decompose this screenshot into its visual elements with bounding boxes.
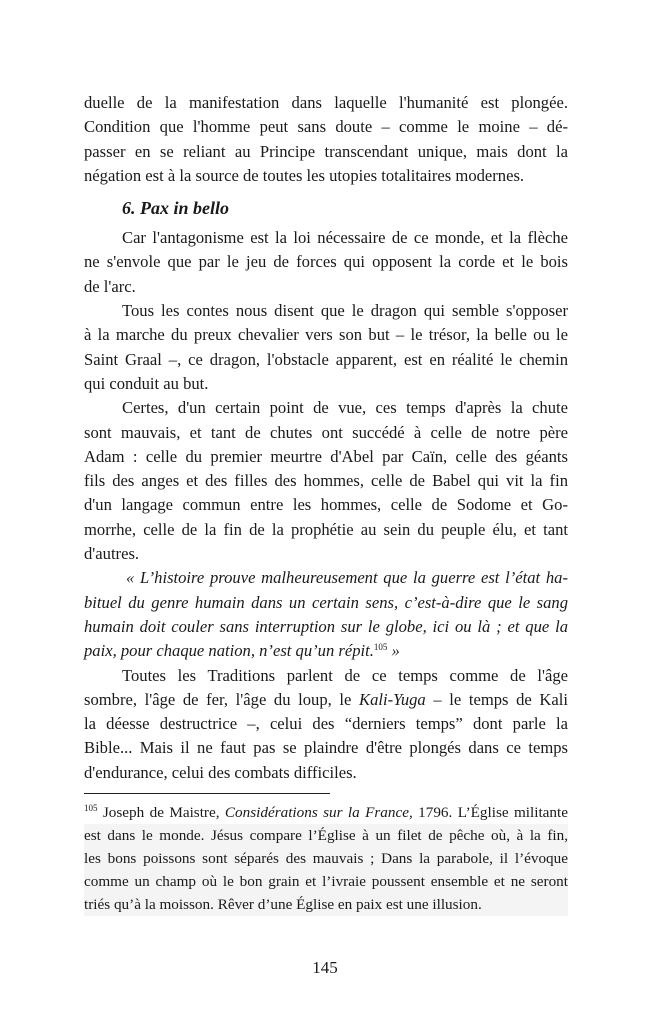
- text-segment: humain doit couler sans interruption sur le globe, ici ou là ; et que la: [84, 616, 568, 636]
- footnote-ref: 105: [84, 803, 98, 813]
- text-line: [84, 348, 568, 372]
- paragraph: [84, 226, 568, 299]
- text-line: [84, 493, 568, 517]
- text-line: [84, 542, 568, 566]
- text-line: [84, 736, 568, 760]
- text-line: [84, 615, 568, 639]
- text-segment: « L’histoire prouve malheureusement que la guerre est l’état ha-: [126, 568, 568, 588]
- footnote-line: [84, 801, 568, 824]
- text-line: [84, 226, 568, 250]
- text-segment: , 1796. L’Église militante: [408, 804, 568, 821]
- text-segment: triés qu’à la moisson. Rêver d’une Église en paix est une illusion.: [84, 896, 482, 913]
- footnote-ref: 105: [373, 642, 388, 653]
- text-line: [84, 639, 568, 663]
- text-segment: Condition que l'homme peut sans doute – comme le moine – dé-: [84, 117, 568, 137]
- text-segment: Joseph de Maistre,: [97, 804, 225, 821]
- paragraph: [84, 91, 568, 188]
- text-segment: d'un langage commun entre les hommes, celle de Sodome et Go-: [84, 495, 568, 515]
- text-line: [84, 421, 568, 445]
- paragraph: [84, 664, 568, 785]
- text-segment: Kali-Yuga: [359, 689, 426, 709]
- paragraph: [84, 396, 568, 566]
- text-line: [84, 566, 568, 590]
- text-line: [84, 250, 568, 274]
- text-line: [84, 688, 568, 712]
- footnote-line: [84, 870, 568, 893]
- text-line: [84, 140, 568, 164]
- text-line: [84, 712, 568, 736]
- text-segment: morrhe, celle de la fin de la prophétie au sein du peuple élu, et tant: [84, 519, 568, 539]
- text-segment: Considérations sur la France: [224, 804, 409, 821]
- paragraph: [84, 299, 568, 396]
- text-segment: sont mauvais, et tant de chutes ont succédé à celle de notre père: [84, 422, 568, 442]
- text-segment: ne s'envole que par le jeu de forces qui opposent la corde et le bois: [84, 252, 568, 272]
- text-segment: qui conduit au but.: [84, 373, 209, 393]
- footnote-line: [84, 893, 568, 916]
- text-segment: Adam : celle du premier meurtre d'Abel par Caïn, celle des géants: [84, 446, 568, 466]
- text-segment: Toutes les Traditions parlent de ce temps comme de l'âge: [122, 665, 568, 685]
- page-number: 145: [312, 958, 338, 977]
- text-segment: Bible... Mais il ne faut pas se plaindre d'être plongés dans ce temps: [84, 738, 568, 758]
- block-quote: [84, 566, 568, 663]
- text-segment: »: [387, 641, 400, 661]
- footnote-separator: [84, 793, 330, 794]
- text-segment: comme un champ où le bon grain et l’ivraie poussent ensemble et ne seront: [84, 873, 568, 890]
- text-line: [84, 275, 568, 299]
- text-segment: bituel du genre humain dans un certain sens, c’est-à-dire que le sang: [84, 592, 568, 612]
- text-line: [84, 469, 568, 493]
- text-segment: Saint Graal –, ce dragon, l'obstacle apparent, est en réalité le chemin: [84, 349, 568, 369]
- text-line: [84, 115, 568, 139]
- text-line: [84, 664, 568, 688]
- text-segment: d'endurance, celui des combats difficiles.: [84, 762, 357, 782]
- text-segment: Certes, d'un certain point de vue, ces temps d'après la chute: [122, 398, 568, 418]
- text-segment: à la marche du preux chevalier vers son but – le trésor, la belle ou le: [84, 325, 568, 345]
- text-line: [84, 518, 568, 542]
- text-segment: duelle de la manifestation dans laquelle l'humanité est plongée.: [84, 93, 568, 112]
- text-line: [84, 323, 568, 347]
- text-segment: négation est à la source de toutes les utopies totalitaires modernes.: [84, 165, 525, 185]
- text-segment: de l'arc.: [84, 276, 136, 296]
- text-segment: sombre, l'âge de fer, l'âge du loup, le: [84, 689, 360, 709]
- text-segment: est dans le monde. Jésus compare l’Église à un filet de pêche où, à la fin,: [84, 827, 568, 844]
- text-segment: Car l'antagonisme est la loi nécessaire de ce monde, et la flèche: [122, 228, 568, 248]
- footnote-line: [84, 824, 568, 847]
- text-segment: la déesse destructrice –, celui des “derniers temps” dont parle la: [84, 714, 568, 734]
- text-line: [84, 372, 568, 396]
- text-segment: paix, pour chaque nation, n’est qu’un répit.: [84, 641, 374, 661]
- section-heading: 6. Pax in bello: [122, 198, 229, 219]
- text-segment: les bons poissons sont séparés des mauvais ; Dans la parabole, il l’évoque: [84, 850, 568, 867]
- footnote-line: [84, 847, 568, 870]
- text-line: [84, 761, 568, 785]
- text-line: [84, 396, 568, 420]
- text-line: [84, 164, 568, 188]
- main-text: [84, 91, 568, 785]
- text-segment: passer en se reliant au Principe transcendant unique, mais dont la: [84, 141, 568, 161]
- text-segment: d'autres.: [84, 544, 140, 564]
- text-line: [84, 591, 568, 615]
- text-line: [84, 445, 568, 469]
- text-segment: Tous les contes nous disent que le dragon qui semble s'opposer: [122, 301, 568, 321]
- text-segment: – le temps de Kali: [425, 689, 568, 709]
- text-segment: fils des anges et des filles des hommes, celle de Babel qui vit la fin: [84, 471, 568, 491]
- footnotes: [84, 801, 568, 916]
- text-line: [84, 299, 568, 323]
- text-line: [84, 91, 568, 115]
